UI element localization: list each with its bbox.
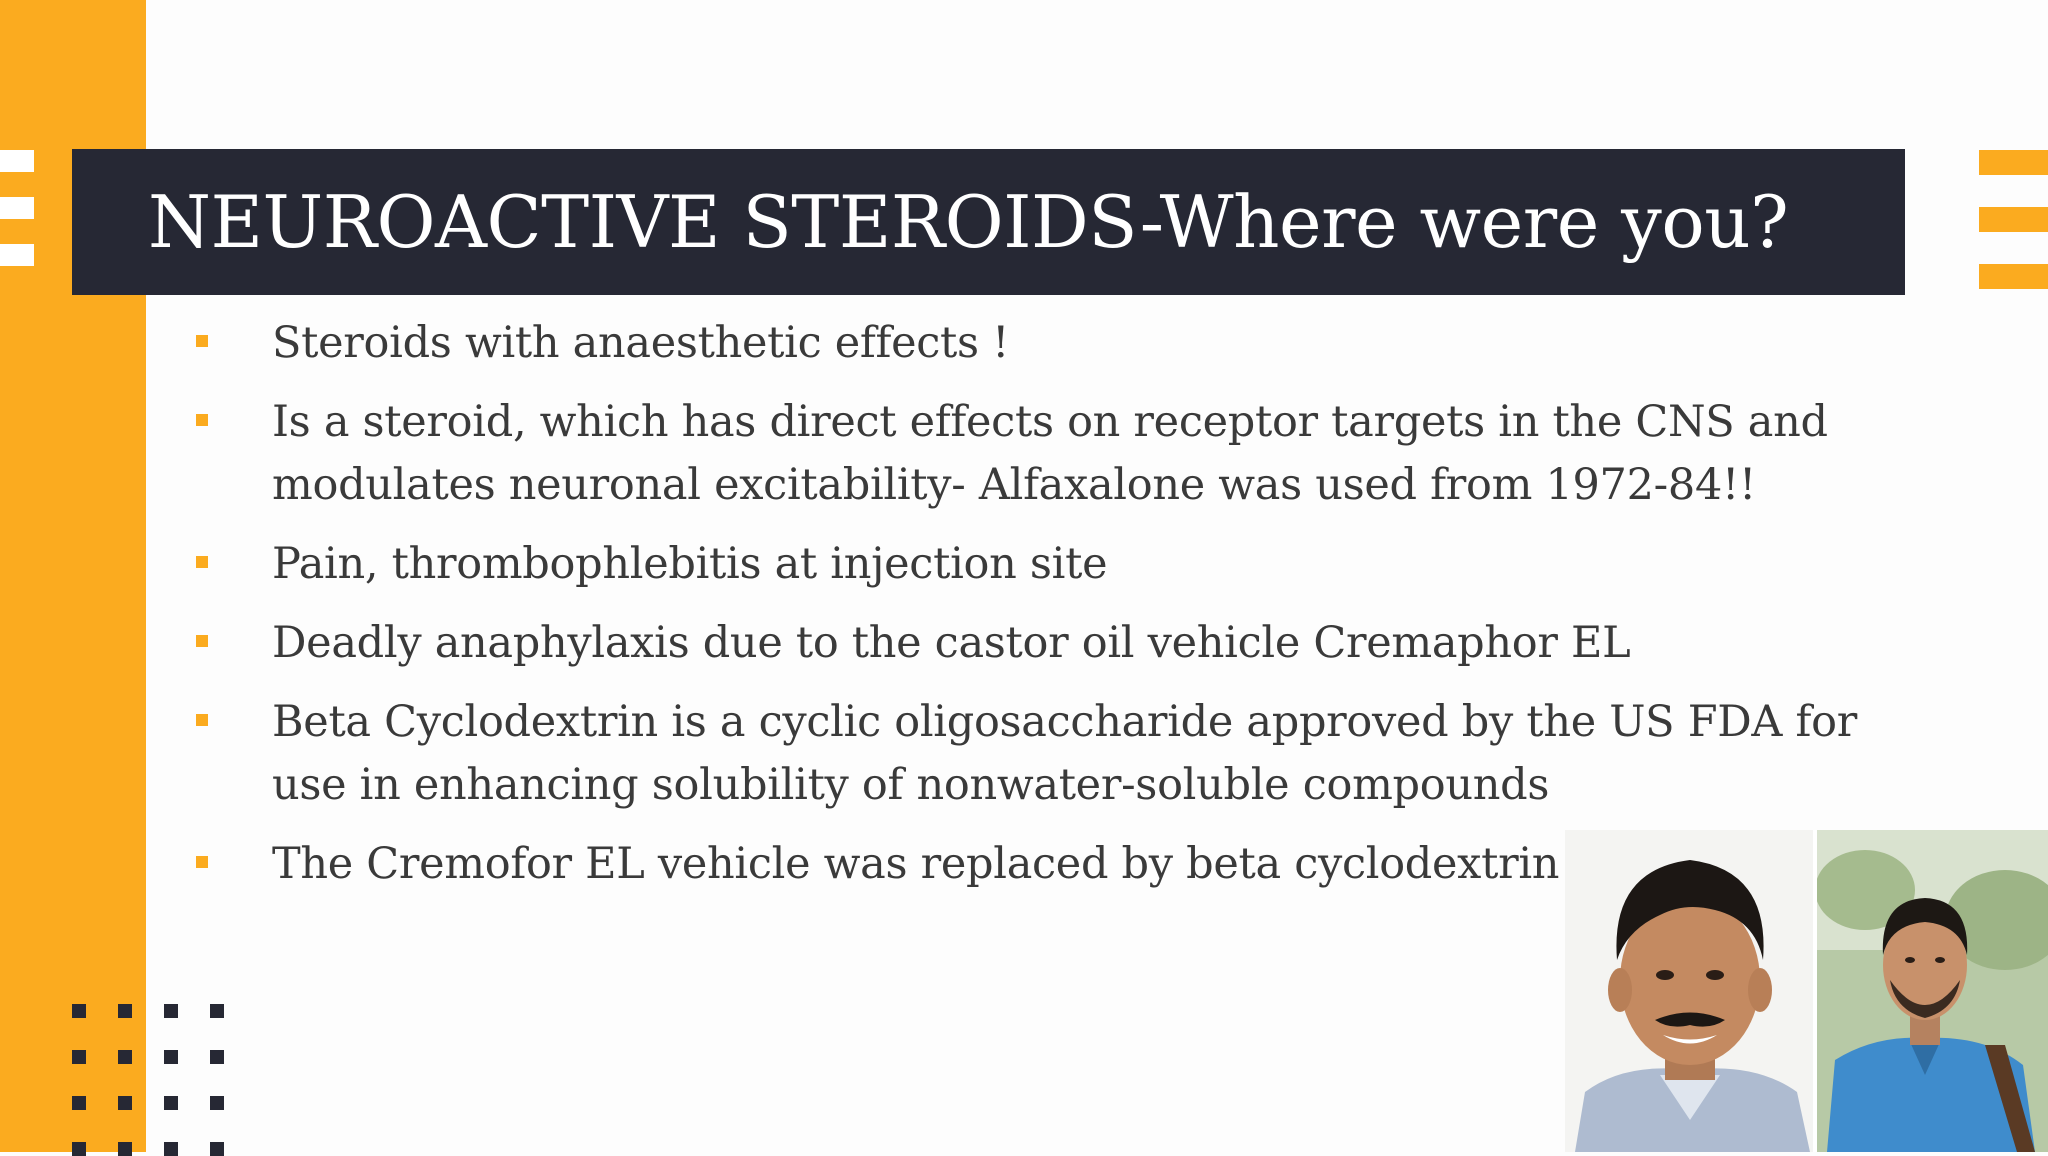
bullet-marker-icon (196, 714, 208, 726)
bullet-marker-icon (196, 856, 208, 868)
bullet-item (196, 691, 1916, 817)
bullet-text: Deadly anaphylaxis due to the castor oil vehicle Cremaphor EL (272, 618, 1631, 668)
bullet-item (196, 312, 1916, 375)
bullet-text: Is a steroid, which has direct effects on receptor targets in the CNS and modulates neuronal excitability- Alfaxalone was used from 1972-84!! (272, 397, 1828, 510)
bullet-text: Beta Cyclodextrin is a cyclic oligosaccharide approved by the US FDA for use in enhancing solubility of nonwater-soluble compounds (272, 697, 1857, 810)
dot-grid-decoration (72, 1004, 224, 1156)
bullet-text: Steroids with anaesthetic effects ! (272, 318, 1010, 368)
bullet-item (196, 533, 1916, 596)
bullet-text: The Cremofor EL vehicle was replaced by beta cyclodextrin (272, 839, 1560, 889)
slide-title: NEUROACTIVE STEROIDS-Where were you? (148, 180, 1789, 264)
right-notch-decoration (1979, 150, 2048, 321)
bullet-text: Pain, thrombophlebitis at injection site (272, 539, 1108, 589)
photo-of-two-men (1565, 830, 2048, 1152)
bullet-marker-icon (196, 335, 208, 347)
bullet-marker-icon (196, 635, 208, 647)
bullet-item (196, 391, 1916, 517)
bullet-marker-icon (196, 556, 208, 568)
bullet-marker-icon (196, 414, 208, 426)
left-notch-decoration (0, 150, 34, 291)
bullet-list (196, 312, 1916, 912)
bullet-item (196, 612, 1916, 675)
